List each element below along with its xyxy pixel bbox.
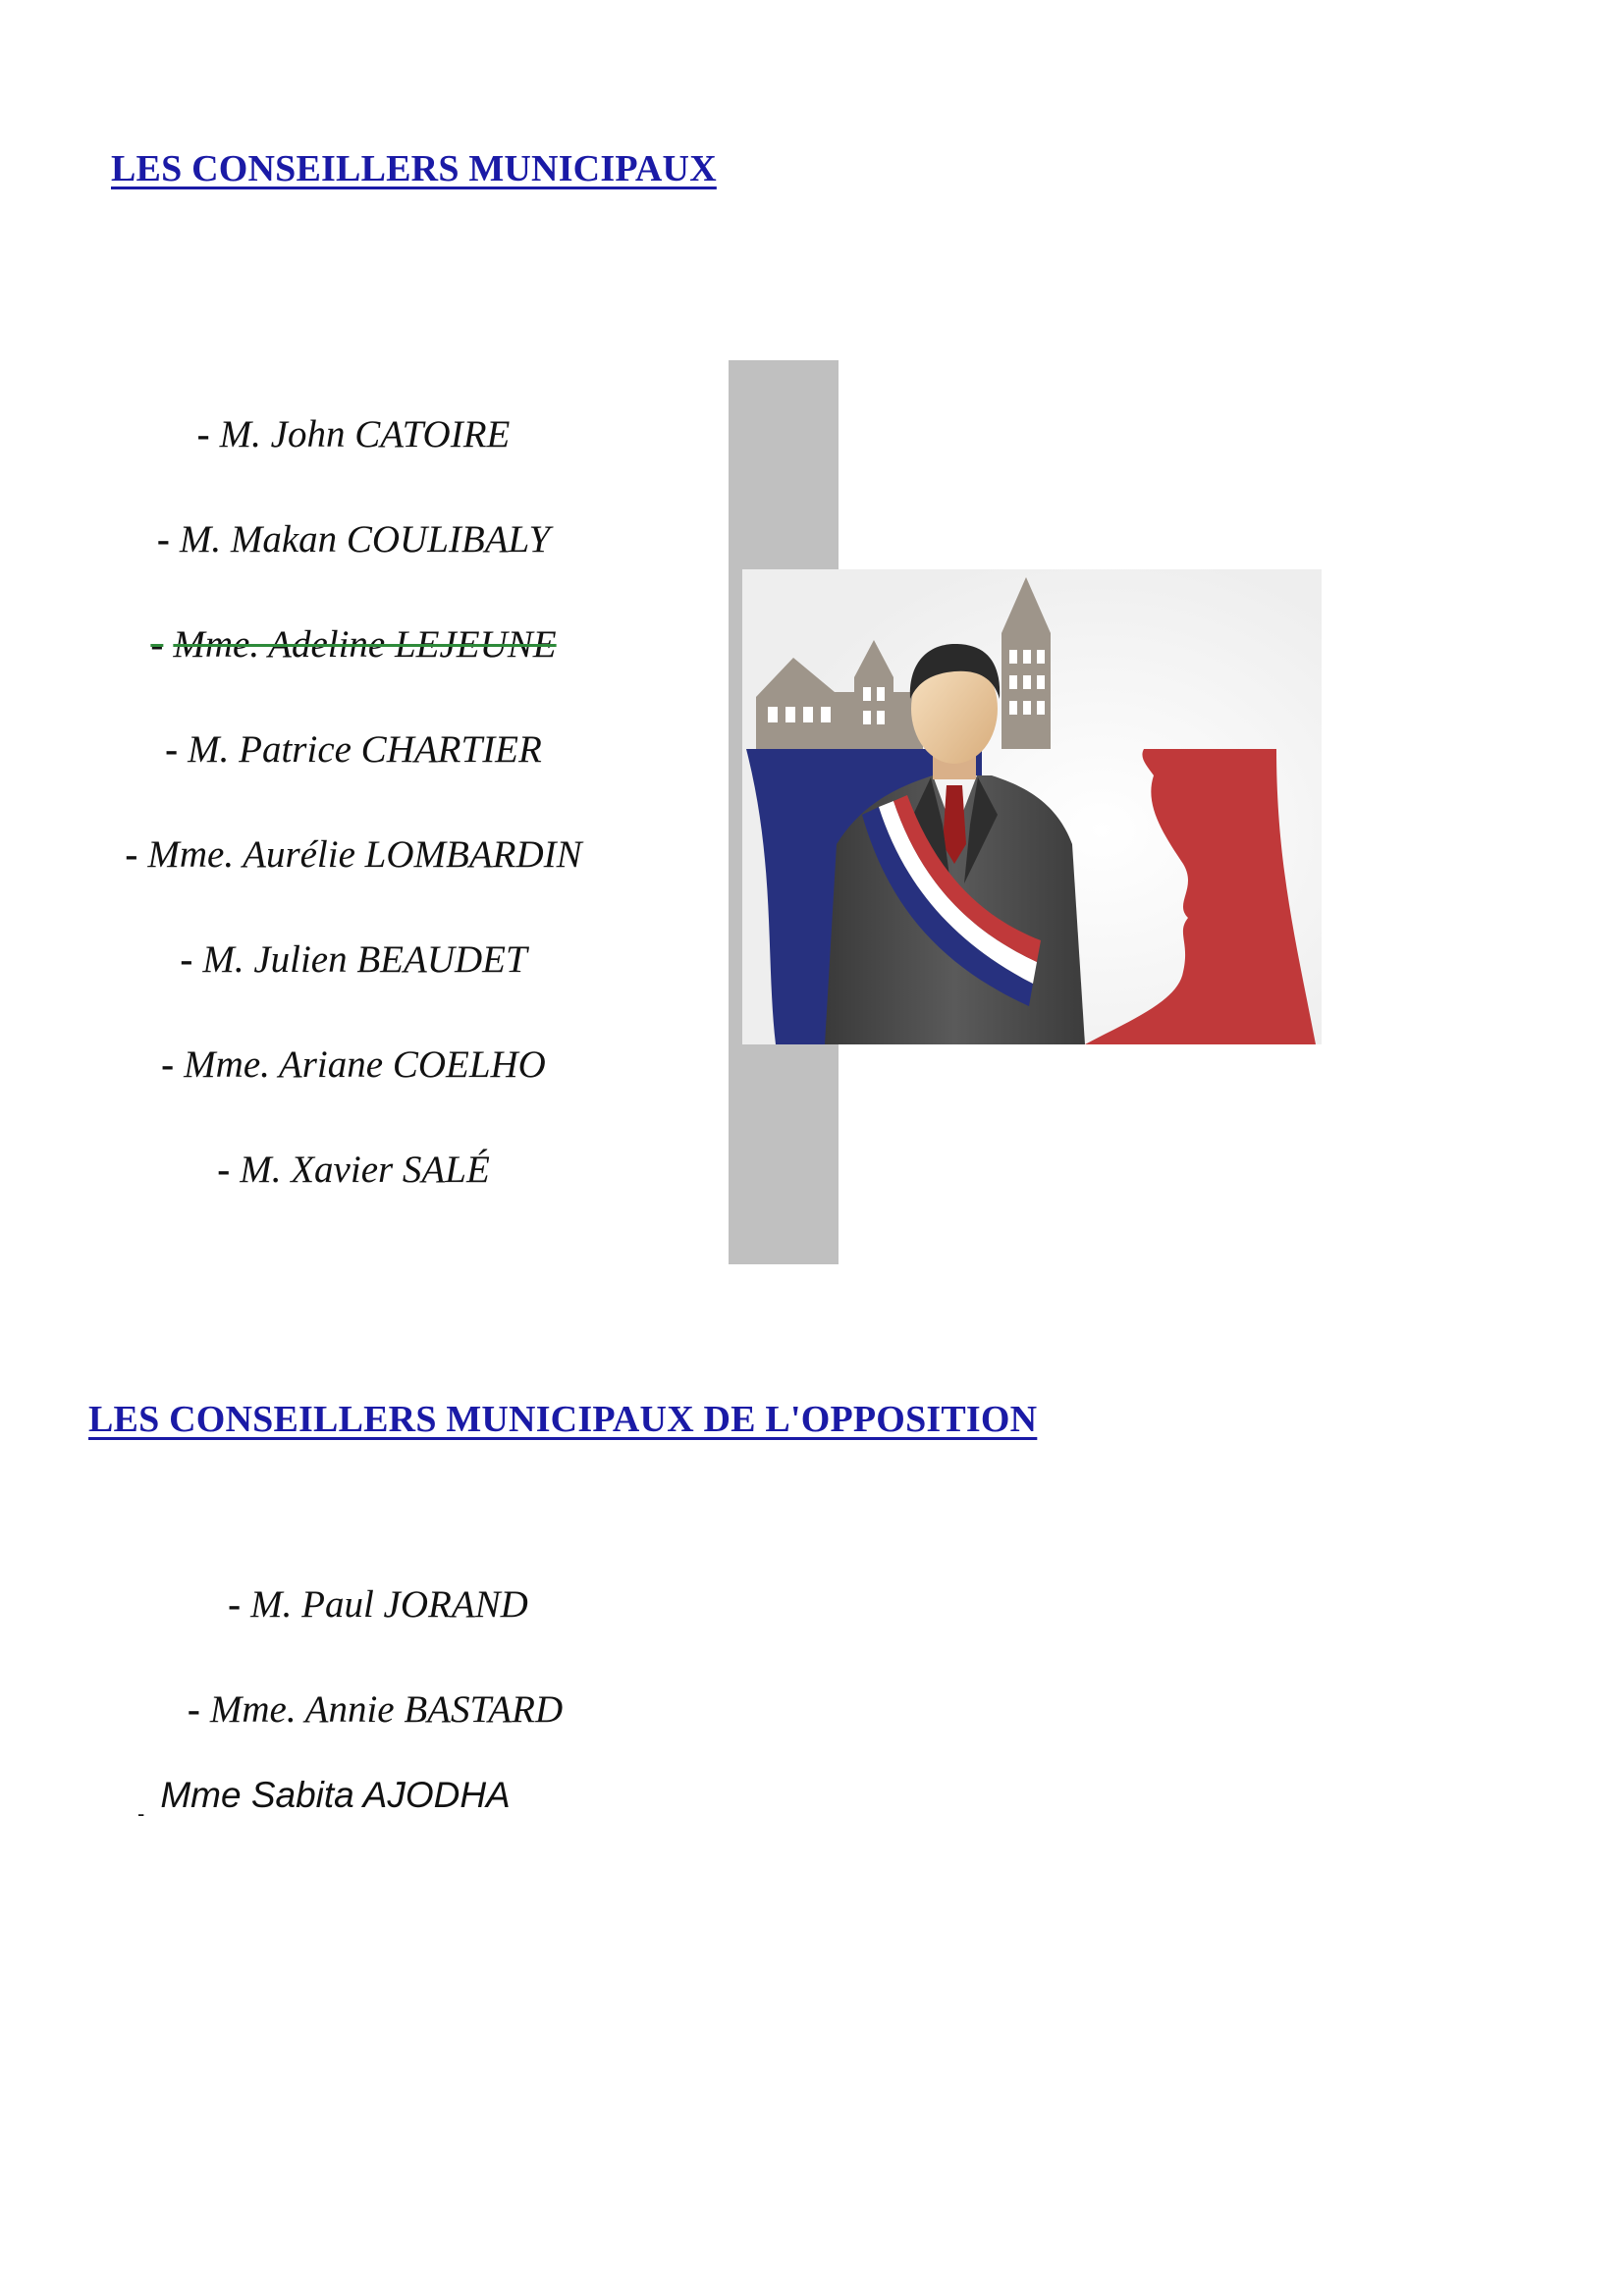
member-name: M. Patrice CHARTIER: [188, 728, 542, 771]
member-name: M. Makan COULIBALY: [179, 518, 551, 561]
member-dash: -: [196, 413, 210, 455]
member-dash: -: [161, 1043, 175, 1086]
member-name: M. Julien BEAUDET: [202, 938, 527, 981]
section-title-opposition: LES CONSEILLERS MUNICIPAUX DE L'OPPOSITION: [88, 1399, 1038, 1440]
member-dash: -: [217, 1148, 231, 1191]
member-name: Mme. Annie BASTARD: [209, 1688, 564, 1731]
member-dash: -: [180, 938, 193, 981]
member-name: Mme. Adeline LEJEUNE: [173, 623, 557, 666]
member-dash: -: [187, 1688, 200, 1731]
section-title-majority: LES CONSEILLERS MUNICIPAUX: [111, 148, 717, 189]
member-dash: -: [165, 728, 179, 771]
member-name: M. Xavier SALÉ: [240, 1148, 490, 1191]
member-dash: -: [137, 1801, 145, 1826]
member-dash: -: [150, 623, 164, 666]
member-name: M. Paul JORAND: [250, 1583, 528, 1626]
member-name: Mme. Ariane COELHO: [184, 1043, 546, 1086]
member-dash: -: [228, 1583, 242, 1626]
member-name: Mme Sabita AJODHA: [160, 1775, 511, 1815]
member-dash: -: [156, 518, 170, 561]
member-dash: -: [125, 833, 138, 876]
member-name: M. John CATOIRE: [219, 413, 511, 455]
member-name: Mme. Aurélie LOMBARDIN: [147, 833, 582, 876]
